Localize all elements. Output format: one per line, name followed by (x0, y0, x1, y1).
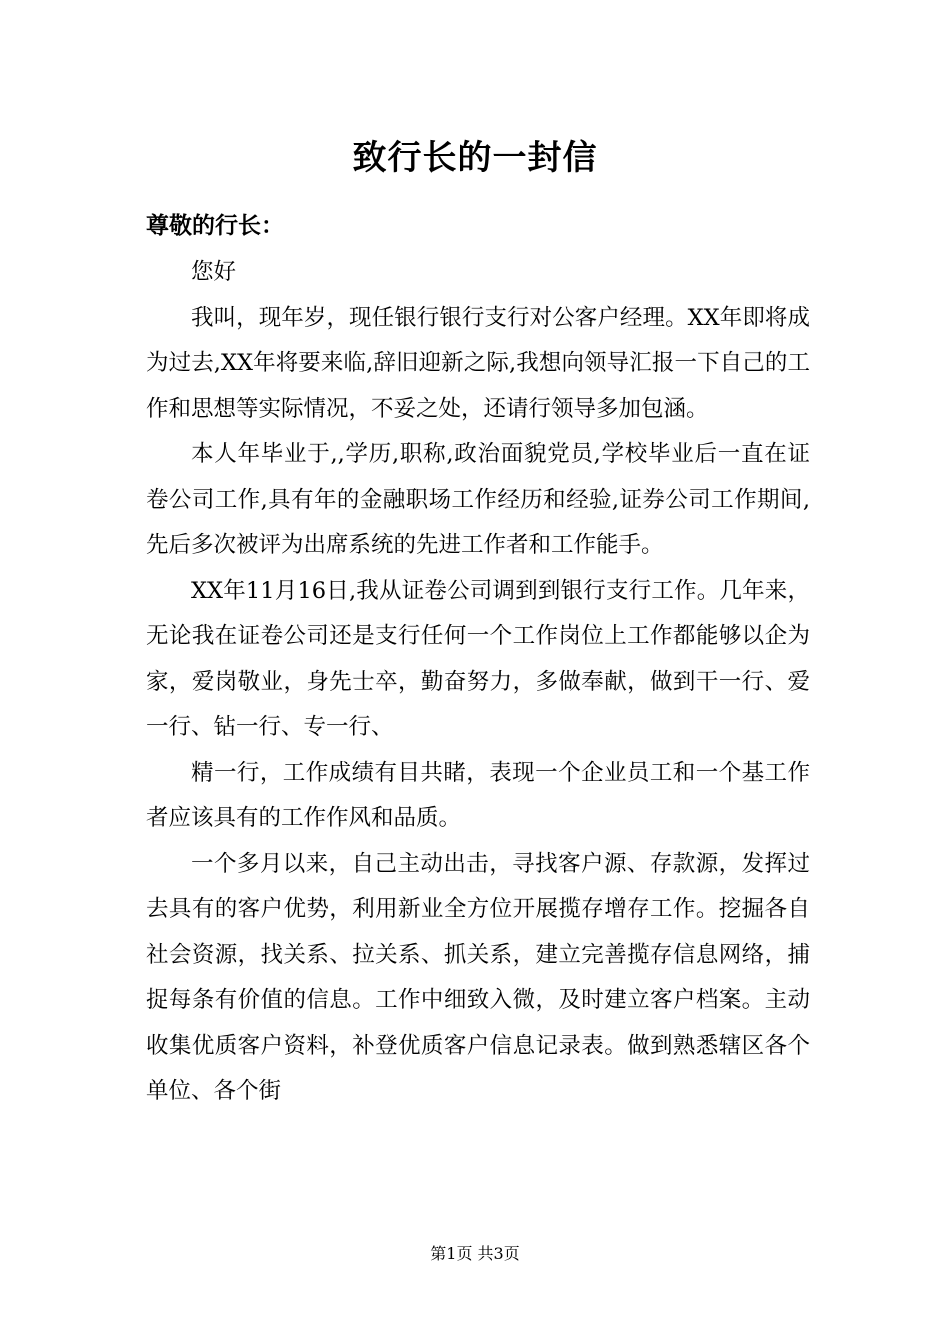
paragraph-introduction: 我叫，现年岁，现任银行银行支行对公客户经理。XX年即将成为过去,XX年将要来临,辞旧迎新之际,我想向领导汇报一下自己的工作和思想等实际情况，不妥之处，还请行领导多加包涵。 (146, 304, 810, 422)
paragraph-greeting: 您好 (191, 259, 237, 285)
letter-body (146, 250, 810, 1115)
page-footer: 第1页 共3页 (430, 1244, 520, 1263)
paragraph-work-quality: 精一行，工作成绩有目共睹，表现一个企业员工和一个基工作者应该具有的工作作风和品质。 (146, 759, 810, 831)
paragraph-recent-work: 一个多月以来，自己主动出击，寻找客户源、存款源，发挥过去具有的客户优势，利用新业全方位开展揽存增存工作。挖掘各自社会资源，找关系、拉关系、抓关系，建立完善揽存信息网络，捕捉每条有价值的信息。工作中细致入微，及时建立客户档案。主动收集优质客户资料，补登优质客户信息记录表。做到熟悉辖区各个单位、各个街 (146, 850, 810, 1104)
document-title: 致行长的一封信 (352, 138, 598, 178)
paragraph-transfer: XX年11月16日,我从证卷公司调到到银行支行工作。几年来，无论我在证卷公司还是支行任何一个工作岗位上工作都能够以企为家，爱岗敬业，身先士卒，勤奋努力，多做奉献，做到干一行、爱一行、钻一行、专一行、 (146, 577, 810, 740)
paragraph-background: 本人年毕业于,,学历,职称,政治面貌党员,学校毕业后一直在证卷公司工作,具有年的金融职场工作经历和经验,证券公司工作期间,先后多次被评为出席系统的先进工作者和工作能手。 (146, 441, 810, 558)
salutation: 尊敬的行长： (146, 212, 284, 239)
